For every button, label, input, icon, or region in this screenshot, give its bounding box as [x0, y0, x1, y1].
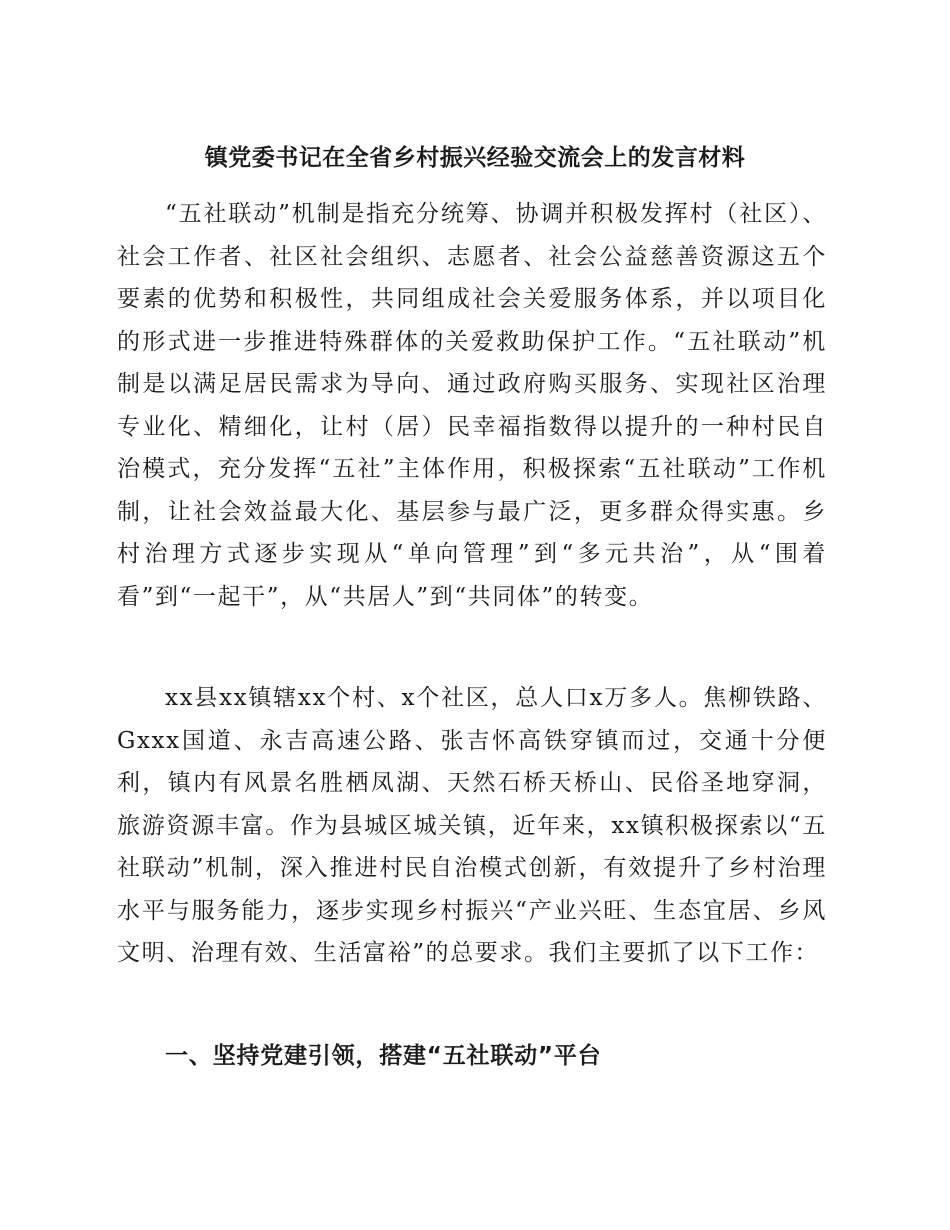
body-paragraph-1: “五社联动”机制是指充分统筹、协调并积极发挥村（社区）、社会工作者、社区社会组织、志愿者、社会公益慈善资源这五个要素的优势和积极性，共同组成社会关爱服务体系，并以项目化的形式进一步推进特殊群体的关爱救助保护工作。“五社联动”机制是以满足居民需求为导向、通过政府购买服务、实现社区治理专业化、精细化，让村（居）民幸福指数得以提升的一种村民自治模式，充分发挥“五社”主体作用，积极探索“五社联动”工作机制，让社会效益最大化、基层参与最广泛，更多群众得实惠。乡村治理方式逐步实现从“单向管理”到“多元共治”，从“围着看”到“一起干”，从“共居人”到“共同体”的转变。 [117, 201, 827, 610]
body-paragraph-2: xx县xx镇辖xx个村、x个社区，总人口x万多人。焦柳铁路、Gxxx国道、永吉高速公路、张吉怀高铁穿镇而过，交通十分便利，镇内有风景名胜栖凤湖、天然石桥天桥山、民俗圣地穿洞，旅游资源丰富。作为县城区城关镇，近年来，xx镇积极探索以“五社联动”机制，深入推进村民自治模式创新，有效提升了乡村治理水平与服务能力，逐步实现乡村振兴“产业兴旺、生态宜居、乡风文明、治理有效、生活富裕”的总要求。我们主要抓了以下工作： [117, 685, 827, 966]
document-title: 镇党委书记在全省乡村振兴经验交流会上的发言材料 [204, 145, 746, 171]
section-heading-1: 一、坚持党建引领，搭建“五社联动”平台 [165, 1043, 602, 1069]
